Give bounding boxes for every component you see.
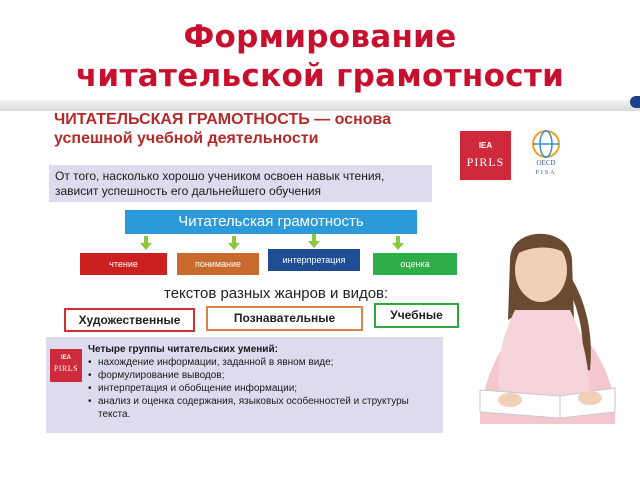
oecd-label: OECD xyxy=(536,159,556,167)
skill-groups-heading: Четыре группы читательских умений: xyxy=(88,344,278,355)
down-arrow-icon xyxy=(392,236,404,250)
list-item: • интерпретация и обобщение информации; xyxy=(88,382,438,395)
genre-educational: Учебные xyxy=(374,303,459,328)
pirls-small-logo xyxy=(50,349,82,382)
genres-caption: текстов разных жанров и видов: xyxy=(164,285,389,302)
oecd-pisa-logo xyxy=(526,128,566,184)
intro-box xyxy=(49,165,432,202)
headline-line-1: ЧИТАТЕЛЬСКАЯ ГРАМОТНОСТЬ — основа xyxy=(54,111,392,128)
headline-line-2: успешной учебной деятельности xyxy=(54,130,319,147)
down-arrow-icon xyxy=(140,236,152,250)
headline xyxy=(54,110,434,148)
intro-line-2: зависит успешность его дальнейшего обучения xyxy=(55,184,322,198)
pisa-label: PISA xyxy=(535,170,557,176)
globe-icon xyxy=(526,128,566,160)
skill-groups-text xyxy=(88,343,438,421)
pirls-logo xyxy=(460,131,511,180)
iea-label: IEA xyxy=(60,355,71,361)
list-item: • нахождение информации, заданной в явном виде; xyxy=(88,356,438,369)
skill-evaluation: оценка xyxy=(373,253,457,275)
student-with-book-photo xyxy=(440,200,640,424)
iea-logo-label: IEA xyxy=(478,141,493,150)
slide-title-line-1: Формирование xyxy=(183,19,457,55)
slide-title-line-2: читательской грамотности xyxy=(75,58,565,94)
genre-fiction: Художественные xyxy=(64,308,195,332)
skill-understanding: понимание xyxy=(177,253,259,275)
corner-decoration xyxy=(630,96,640,108)
skill-reading: чтение xyxy=(80,253,167,275)
skill-interpretation: интерпретация xyxy=(268,249,360,271)
list-item: • анализ и оценка содержания, языковых особенностей и структуры текста. xyxy=(88,395,438,421)
list-item: • формулирование выводов; xyxy=(88,369,438,382)
slide-title xyxy=(0,18,640,96)
skill-groups-panel xyxy=(46,337,443,433)
pirls-logo-label: PIRLS xyxy=(466,155,505,169)
genre-informational: Познавательные xyxy=(206,306,363,331)
pirls-label: PIRLS xyxy=(53,364,79,373)
down-arrow-icon xyxy=(308,234,320,248)
down-arrow-icon xyxy=(228,236,240,250)
intro-line-1: От того, насколько хорошо учеником освоен навык чтения, xyxy=(55,169,385,183)
skill-groups-list xyxy=(88,356,438,421)
literacy-box: Читательская грамотность xyxy=(125,210,417,234)
